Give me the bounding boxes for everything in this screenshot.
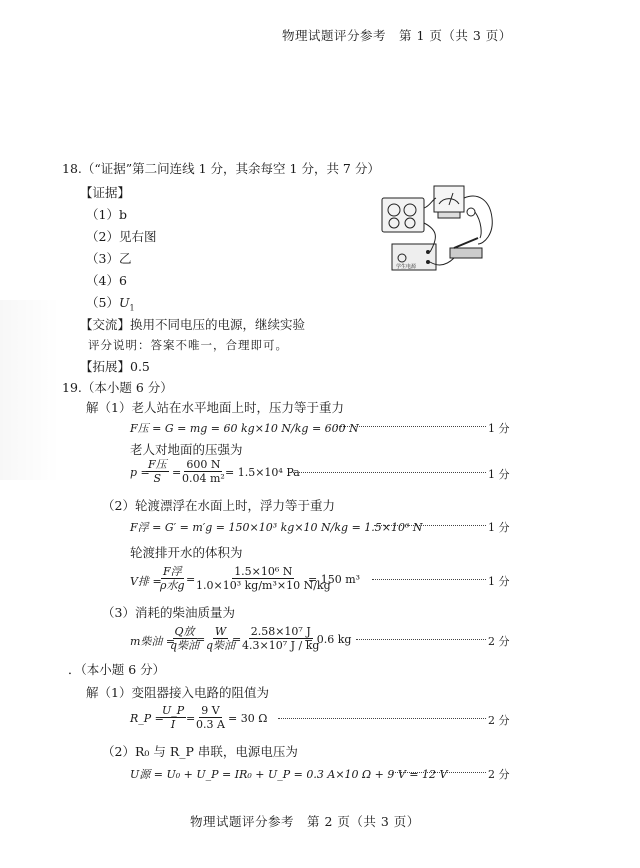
q20-eq1-frac1: $\frac{U\_P}{I}$: [162, 704, 185, 731]
circuit-diagram: [378, 178, 504, 276]
q18-exchange: 【交流】换用不同电压的电源，继续实验: [80, 317, 306, 332]
q20-eq1-leader: [278, 718, 486, 719]
q19-eq3-score: 1 分: [488, 521, 510, 534]
q19-eq5-leader: [356, 639, 486, 640]
q20-eq1-score: 2 分: [488, 714, 510, 727]
q19-volume-intro: 轮渡排开水的体积为: [130, 545, 243, 560]
q19-eq1-leader: [336, 426, 486, 427]
q20-eq1-frac2: $\frac{9 V}{0.3 A}$: [196, 704, 225, 731]
q19-eq4-eq-sign: =: [186, 573, 196, 586]
q19-eq5-frac3: $\frac{\text{2.58×10⁷ J}}{\text{4.3×10⁷ J / kg}}$: [242, 625, 320, 652]
q18-evidence-heading: 【证据】: [80, 185, 131, 200]
q19-part3-intro: （3）消耗的柴油质量为: [102, 605, 235, 620]
q19-eq5-lhs: m柴油 =: [130, 635, 176, 648]
q19-eq4-frac1: F浮 ρ水g: [160, 565, 185, 592]
q20-title: ．（本小题 6 分）: [68, 662, 166, 677]
q19-eq2-frac1: F压 S: [148, 458, 167, 485]
q19-eq2-rhs: = 1.5×10⁴ Pa: [225, 466, 300, 479]
q19-eq5-frac1: Q放 q柴油: [170, 625, 200, 652]
q19-eq2-lhs: p =: [130, 466, 150, 479]
scan-shadow: [0, 300, 60, 480]
q18-title: 18.（“证据”第二问连线 1 分，其余每空 1 分，共 7 分）: [62, 161, 380, 176]
q19-part2-intro: （2）轮渡漂浮在水面上时，浮力等于重力: [102, 498, 335, 513]
q19-eq4-frac2: $\frac{\text{1.5×10⁶ N}}{\text{1.0×10³ kg/m³×10 N/kg}}$: [196, 565, 331, 592]
q19-eq1-score: 1 分: [488, 422, 510, 435]
q20-eq2-leader: [392, 772, 486, 773]
q19-eq2-leader: [290, 472, 486, 473]
q18-answer-3: （3）乙: [86, 251, 132, 266]
q20-part1-intro: 解（1）变阻器接入电路的阻值为: [86, 685, 269, 700]
q20-eq1-eq-sign: =: [186, 712, 196, 725]
q18-answer-4: （4）6: [86, 273, 127, 288]
q20-part2-intro: （2）R₀ 与 R_P 串联，电源电压为: [102, 744, 298, 759]
q19-eq4-lhs: V排 =: [130, 575, 162, 588]
q18-extension: 【拓展】0.5: [80, 359, 150, 374]
q19-eq4-rhs: = 150 m³: [308, 573, 361, 586]
q19-eq5-eq-sign-2: =: [232, 633, 242, 646]
q19-eq5-eq-sign-1: =: [196, 633, 206, 646]
q19-pressure-intro: 老人对地面的压强为: [130, 442, 243, 457]
q19-eq3: F浮 = G′ = m′g = 150×10³ kg×10 N/kg = 1.5×10⁶ N: [130, 521, 423, 534]
q20-eq2: U源 = U₀ + U_P = IR₀ + U_P = 0.3 A×10 Ω + 9 V = 12 V: [130, 768, 448, 781]
q18-scoring-note: 评分说明：答案不唯一，合理即可。: [88, 338, 288, 352]
q20-eq1-lhs: R_P =: [130, 712, 164, 725]
q19-eq2-frac2: $\frac{600 N}{\text{0.04 m²}}$: [182, 458, 225, 485]
q19-title: 19.（本小题 6 分）: [62, 380, 173, 395]
q19-eq4-score: 1 分: [488, 575, 510, 588]
q19-eq2-score: 1 分: [488, 468, 510, 481]
q19-eq1: F压 = G = mg = 60 kg×10 N/kg = 600 N: [130, 422, 359, 435]
q19-eq4-leader: [372, 579, 486, 580]
svg-text:学生电源: 学生电源: [396, 264, 417, 270]
q18-answer-2: （2）见右图: [86, 229, 157, 244]
q20-eq1-rhs: = 30 Ω: [228, 712, 268, 725]
q20-eq2-score: 2 分: [488, 768, 510, 781]
q19-eq5-score: 2 分: [488, 635, 510, 648]
q19-eq5-rhs: = 0.6 kg: [304, 633, 352, 646]
page-footer: 物理试题评分参考 第 2 页（共 3 页）: [190, 814, 420, 829]
q18-answer-5: $(5)U_1$: [86, 295, 135, 313]
q19-eq3-leader: [374, 525, 486, 526]
page-header: 物理试题评分参考 第 1 页（共 3 页）: [282, 28, 512, 43]
q19-eq5-frac2: W q柴油: [206, 625, 236, 652]
q19-eq2-eq-sign: =: [172, 466, 182, 479]
q18-answer-1: （1）b: [86, 207, 127, 222]
q19-part1-intro: 解（1）老人站在水平地面上时，压力等于重力: [86, 400, 344, 415]
